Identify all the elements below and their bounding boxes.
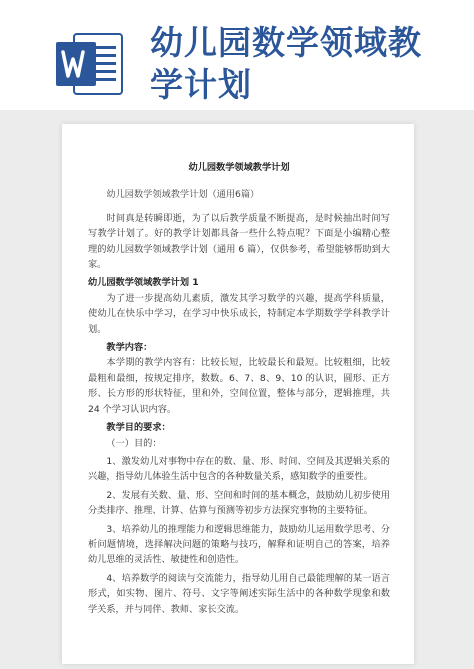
content-label: 教学内容： — [106, 342, 153, 354]
section-intro-paragraph: 为了进一步提高幼儿素质，激发其学习数学的兴趣，提高学科质量，使幼儿在快乐中学习，在学习中快乐成长，特制定本学期数学学科教学计划。 — [88, 292, 390, 335]
goal-label: 教学目的要求： — [106, 422, 171, 434]
page-title: 幼儿园数学领域教学计划 — [150, 23, 422, 104]
document-subtitle: 幼儿园数学领域教学计划（通用6篇） — [106, 189, 260, 201]
document-content — [88, 160, 390, 617]
goal-subheading: （一）目的： — [106, 437, 162, 449]
goal-item: 2、发展有关数、量、形、空间和时间的基本概念，鼓励幼儿初步使用分类排序、推理、计算、估算与预测等初步方法探究事物的主要特征。 — [88, 489, 390, 517]
goal-item: 4、培养数学的阅读与交流能力，指导幼儿用自己最能理解的某一语言形式，如实物、图片、符号、文字等阐述实际生活中的各种数学现象和数学关系，并与同伴、教师、家长交流。 — [88, 572, 390, 615]
content-paragraph: 本学期的教学内容有：比较长短，比较最长和最短。比较粗细，比较最粗和最细，按规定排序，数数。6、7、8、9、10 的认识，圆形、正方形、长方形的形状特征，里和外，空间位置，整体与部分，逻辑推理，共 24 个学习认识内容。 — [88, 357, 390, 415]
header-banner — [0, 0, 474, 110]
document-heading: 幼儿园数学领域教学计划 — [188, 162, 290, 173]
section-title: 幼儿园数学领域教学计划 1 — [88, 277, 199, 289]
document-page — [62, 124, 414, 664]
intro-paragraph: 时间真是转瞬即逝，为了以后教学质量不断提高，是时候抽出时间写写教学计划了。好的教学计划都具备一些什么特点呢？下面是小编精心整理的幼儿园数学领域教学计划（通用 6 篇），仅供参考，希望能够帮助到大家。 — [88, 212, 390, 271]
goal-item: 3、培养幼儿的推理能力和逻辑思维能力，鼓励幼儿运用数学思考、分析问题情境，选择解决问题的策略与技巧，解释和证明自己的答案，培养幼儿思维的灵活性、敏捷性和创造性。 — [88, 523, 390, 566]
word-icon — [56, 32, 124, 96]
goal-item: 1、激发幼儿对事物中存在的数、量、形、时间、空间及其逻辑关系的兴趣，指导幼儿体验生活中包含的各种数量关系，感知数学的重要性。 — [88, 455, 390, 483]
